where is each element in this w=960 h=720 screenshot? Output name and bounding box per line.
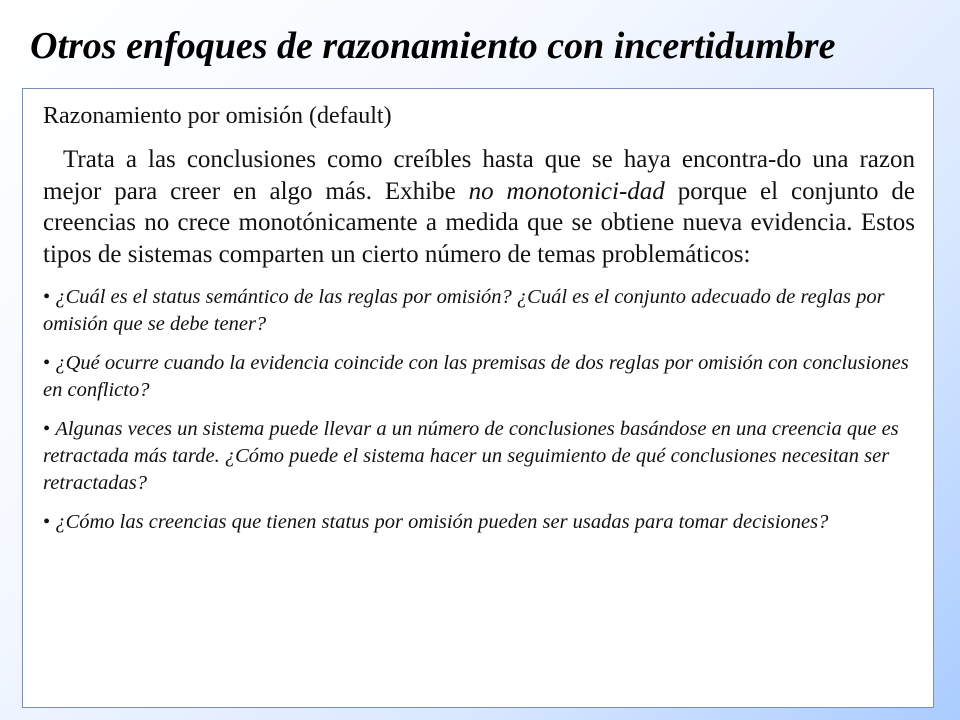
bullet-icon: •: [43, 352, 51, 374]
intro-paragraph: [43, 144, 915, 270]
list-item: [43, 509, 915, 536]
list-item-text: ¿Qué ocurre cuando la evidencia coincide con las premisas de dos reglas por omisión con conclusiones en conflicto?: [43, 352, 909, 401]
intro-text-part2: porque el conjunto de creencias no crece monotónicamente a medida que se obtiene nueva evidencia. Estos tipos de sistemas comparten un cierto número de temas problemáticos:: [43, 177, 915, 268]
list-item: [43, 350, 915, 404]
list-item-text: ¿Cómo las creencias que tienen status por omisión pueden ser usadas para tomar decisiones?: [55, 511, 829, 533]
list-item: [43, 284, 915, 338]
intro-emphasis: no monotonici-dad: [468, 177, 665, 205]
list-item-text: ¿Cuál es el status semántico de las reglas por omisión? ¿Cuál es el conjunto adecuado de reglas por omisión que se debe tener?: [43, 286, 885, 335]
bullet-icon: •: [43, 511, 51, 533]
slide-title: Otros enfoques de razonamiento con incertidumbre: [30, 25, 836, 67]
list-item-text: Algunas veces un sistema puede llevar a un número de conclusiones basándose en una creencia que es retractada más tarde. ¿Cómo puede el sistema hacer un seguimiento de qué conclusiones necesitan ser retractadas?: [43, 418, 899, 494]
content-box: [22, 88, 934, 708]
list-item: [43, 416, 915, 497]
question-list: [43, 284, 915, 536]
bullet-icon: •: [43, 286, 51, 308]
section-heading: Razonamiento por omisión (default): [43, 103, 392, 129]
intro-text-part1: Trata a las conclusiones como creíbles hasta que se haya encontra-do una razon mejor para creer en algo más. Exhibe: [43, 146, 915, 205]
bullet-icon: •: [43, 418, 51, 440]
